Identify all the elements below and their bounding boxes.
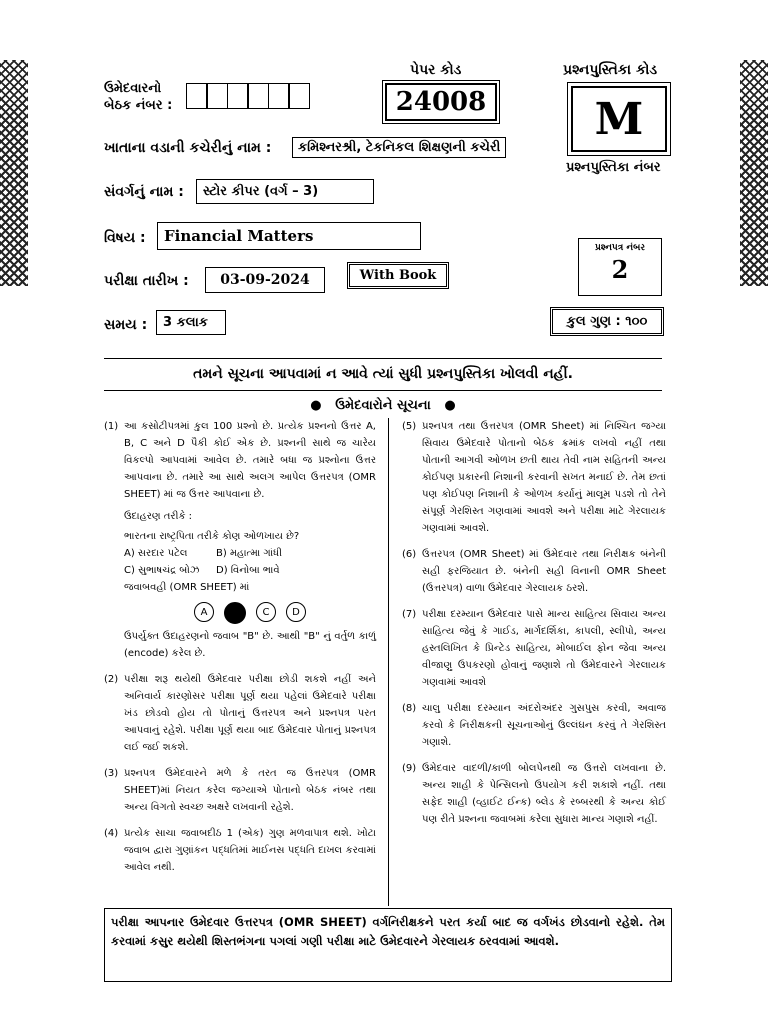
example-question: ભારતના રાષ્ટ્રપિતા તરીકે કોણ ઓળખાય છે? <box>124 531 300 542</box>
decorative-border-left <box>0 60 28 286</box>
bubble-b-filled <box>224 602 246 624</box>
warning-text: તમને સૂચના આપવામાં ન આવે ત્યાં સુધી પ્રશ્નપુસ્તિકા ખોલવી નહીં. <box>193 366 573 382</box>
instruction-item: (5) પ્રશ્નપત્ર તથા ઉત્તરપત્ર (OMR Sheet) માં નિશ્ચિત જગ્યા સિવાય ઉમેદવારે પોતાનો બેઠક ક્રમાંક લખવો નહીં તથા પોતાની આગવી ઓળખ છતી થાય તેવી નામ સહિતની અન્ય કોઈપણ પ્રકારની નિશાની કરવાની સખત મનાઈ છે. તેમ છતાં પણ કોઈપણ નિશાની કે ઓળખ કર્યાનું માલૂમ પડશે તો તેને સંપૂર્ણ ગેરશિસ્ત ગણવામાં આવશે અને પરીક્ષા માટે ગેરલાયક ગણવામાં આવશે. <box>402 421 666 534</box>
total-marks: કુલ ગુણ : ૧૦૦ <box>552 309 662 334</box>
example-options: A) સરદાર પટેલ B) મહાત્મા ગાંધી C) સુભાષચંદ્ર બોઝ D) વિનોબા ભાવે <box>124 548 283 576</box>
booklet-number-label: પ્રશ્નપુસ્તિકા નંબર <box>566 160 661 175</box>
instruction-item: (7) પરીક્ષા દરમ્યાન ઉમેદવાર પાસે માન્ય સાહિત્ય સિવાય અન્ય સાહિત્ય જેવું કે ગાઈડ, માર્ગદર્શિકા, કાપલી, સ્લીપો, અન્ય હસ્તલિખિત કે પ્રિન્ટેડ સાહિત્ય, મોબાઈલ ફોન જેવા અન્ય વીજાણુ ઉપકરણો હોવાનું જણાશે તો ઉમેદવારને ગેરલાયક ગણવામાં આવશે <box>402 609 666 688</box>
paper-code: 24008 <box>385 83 497 121</box>
set-number: 2 <box>611 255 629 284</box>
cadre-value: સ્ટોર કીપર (વર્ગ – 3) <box>196 179 374 204</box>
decorative-border-right <box>740 60 768 286</box>
rule-top <box>104 358 662 359</box>
bubble-d: D <box>286 602 306 622</box>
instructions-title: ● ઉમેદવારોને સૂચના ● <box>310 398 456 413</box>
column-divider <box>388 418 389 906</box>
time-value: 3 કલાક <box>156 310 226 335</box>
department-value: કમિશ્નરશ્રી, ટેકનિકલ શિક્ષણની કચેરી <box>292 137 506 158</box>
time-label: સમય : <box>104 317 148 333</box>
exam-date-label: પરીક્ષા તારીખ : <box>104 273 189 289</box>
rule-bottom <box>104 390 662 391</box>
example-omr-line: જવાબવહી (OMR SHEET) માં <box>124 582 250 593</box>
instruction-item: (6) ઉત્તરપત્ર (OMR Sheet) માં ઉમેદવાર તથા નિરીક્ષક બંનેની સહી ફરજિયાત છે. બંનેની સહી વિનાની OMR Sheet (ઉત્તરપત્ર) વાળા ઉમેદવાર ગેરલાયક ઠરશે. <box>402 549 666 594</box>
exam-date-value: 03-09-2024 <box>205 267 325 293</box>
instruction-item: (3) પ્રશ્નપત્ર ઉમેદવારને મળે કે તરત જ ઉત્તરપત્ર (OMR SHEET)માં નિયત કરેલ જગ્યાએ પોતાનો બેઠક નંબર તથા અન્ય વિગતો સ્વચ્છ અક્ષરે લખવાની રહેશે. <box>104 768 376 813</box>
set-number-label: પ્રશ્નપત્ર નંબર <box>594 243 646 253</box>
booklet-code-label: પ્રશ્નપુસ્તિકા કોડ <box>563 62 658 78</box>
instructions-right-column <box>402 418 666 837</box>
instruction-item: (9) ઉમેદવાર વાદળી/કાળી બોલપેનથી જ ઉત્તરો લખવાના છે. અન્ય શાહી કે પેન્સિલનો ઉપયોગ કરી શકાશે નહીં. તથા સફેદ શાહી (વ્હાઈટ ઈન્ક) બ્લેડ કે રબ્બરથી કે અન્ય કોઈ પણ રીતે પ્રશ્નના જવાબમાં કરેલા સુધારા માન્ય ગણાશે નહીં. <box>402 763 666 825</box>
subject-label: વિષય : <box>104 230 146 246</box>
cadre-label: સંવર્ગનું નામ : <box>104 184 184 200</box>
bubble-a: A <box>194 602 214 622</box>
booklet-code: M <box>571 86 667 152</box>
instruction-item: (2) પરીક્ષા શરૂ થયેથી ઉમેદવાર પરીક્ષા છોડી શકશે નહીં અને અનિવાર્ય કારણોસર પરીક્ષા પૂર્ણ થયા પહેલાં ઉમેદવારે પરીક્ષા ખંડ છોડવો હોય તો પોતાનું ઉત્તરપત્ર અને પ્રશ્નપત્ર પરત આપવાનું રહેશે. પરીક્ષા પૂર્ણ થયા બાદ ઉમેદવાર પોતાનું પ્રશ્નપત્ર લઈ જઈ શકશે. <box>104 674 376 753</box>
department-label: ખાતાના વડાની કચેરીનું નામ : <box>104 140 272 156</box>
bullet-icon: ● <box>310 398 322 413</box>
instruction-item: (1) આ કસોટીપત્રમાં કુલ 100 પ્રશ્નો છે. પ્રત્યેક પ્રશ્નનો ઉત્તર A, B, C અને D પૈકી કોઈ એક છે. પ્રશ્નની સાથે જ ચારેય વિકલ્પો આપવામાં આવેલ છે. તમારે બધા જ પ્રશ્નોના ઉત્તર આપવાના છે. તમારે આ સાથે અલગ આપેલ ઉત્તરપત્ર (OMR SHEET) માં જ ઉત્તર આપવાના છે. ઉદાહરણ તરીકે : ભારતના રાષ્ટ્રપિતા તરીકે કોણ ઓળખાય છે? A) સરદાર પટેલ B) મહાત્મા ગાંધી C) સુભાષચંદ્ર બોઝ D) વિનોબા ભાવે જવાબવહી (OMR SHEET) માં A C D ઉપર્યુક્ત ઉદાહરણનો જવાબ "B" છે. આથી "B" નું વર્તુળ કાળું (encode) કરેલ છે. <box>104 418 376 662</box>
instruction-item: (4) પ્રત્યેક સાચા જવાબદીઠ 1 (એક) ગુણ મળવાપાત્ર થશે. ખોટા જવાબ દ્વારા ગુણાંકન પદ્ધતિમાં માઈનસ પદ્ધતિ દાખલ કરવામાં આવેલ નથી. <box>104 828 376 873</box>
example-answer: ઉપર્યુક્ત ઉદાહરણનો જવાબ "B" છે. આથી "B" નું વર્તુળ કાળું (encode) કરેલ છે. <box>124 631 376 659</box>
seat-number-boxes[interactable] <box>187 83 310 109</box>
with-book-badge: With Book <box>349 264 447 287</box>
example-title: ઉદાહરણ તરીકે : <box>124 511 193 522</box>
seat-number-label: ઉમેદવારનો બેઠક નંબર : <box>104 81 173 113</box>
set-number-box <box>578 238 662 296</box>
instruction-item: (8) ચાલુ પરીક્ષા દરમ્યાન અંદરોઅંદર ગુસપુસ કરવી, અવાજ કરવો કે નિરીક્ષકની સૂચનાઓનું ઉલ્લંઘન કરવું તે ગેરશિસ્ત ગણાશે. <box>402 703 666 748</box>
bullet-icon: ● <box>444 398 456 413</box>
bubble-c: C <box>256 602 276 622</box>
instructions-left-column <box>104 418 376 885</box>
omr-bubbles <box>124 602 376 624</box>
footer-notice: પરીક્ષા આપનાર ઉમેદવાર ઉત્તરપત્ર (OMR SHEET) વર્ગનિરીક્ષકને પરત કર્યા બાદ જ વર્ગખંડ છોડવાનો રહેશે. તેમ કરવામાં કસુર થયેથી શિસ્તભંગના પગલાં ગણી પરીક્ષા માટે ઉમેદવારને ગેરલાયક ઠરવવામાં આવશે. <box>104 908 672 982</box>
paper-code-label: પેપર કોડ <box>410 62 462 78</box>
subject-value: Financial Matters <box>157 222 421 250</box>
